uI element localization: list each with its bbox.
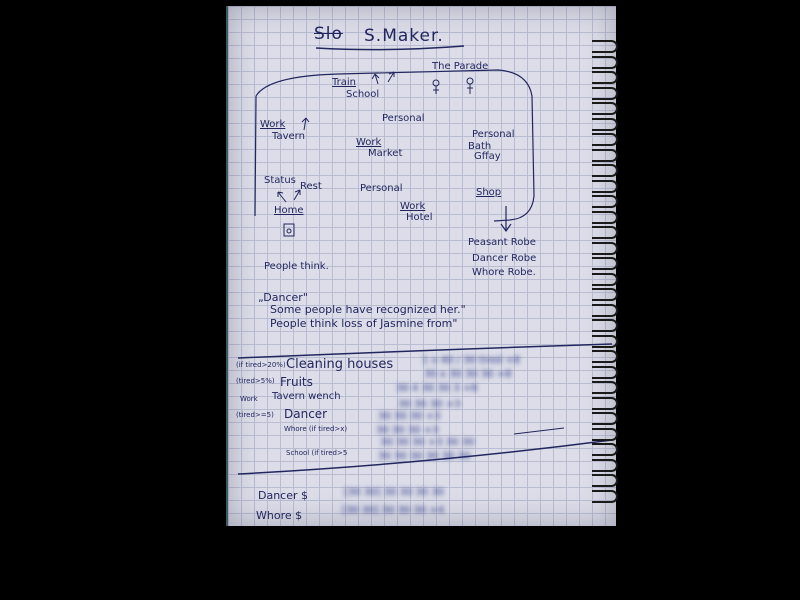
spiral-coil [592,195,618,208]
map-the-parade: The Parade [432,61,489,72]
earn-1-label: Cleaning houses [286,357,394,372]
spiral-coil [592,288,618,301]
map-shop: Shop [476,187,502,198]
map-bath-2: Gffay [474,151,501,162]
people-think: People think. [264,261,329,272]
map-school: School [346,89,380,100]
spiral-coil [592,397,618,410]
earn-3-condition: Work [240,395,258,403]
spiral-coil [592,428,618,441]
spiral-coil [592,71,618,84]
earn-1-condition: (if tired>20%) [236,361,286,369]
spiral-coil [592,226,618,239]
brace [514,428,564,434]
map-market-work: Work [356,137,382,148]
arrow-school-2 [388,72,394,82]
map-bath-personal: Personal [472,129,515,140]
map-hotel-work: Work [400,201,426,212]
spiral-coil [592,273,618,286]
earn-3-blurred: 30 30 30 +3 [398,399,461,410]
spiral-coil [592,412,618,425]
spiral-coil [592,180,618,193]
spiral-coil [592,40,618,53]
map-home: Home [274,205,304,216]
spiral-coil [592,133,618,146]
dancer-note-1: Some people have recognized her." [270,303,466,316]
map-rest: Rest [300,181,322,192]
down-arrow [501,206,511,231]
earn-2-label: Fruits [280,375,313,389]
map-bath: Bath [468,141,492,152]
bottom-dancer-blurred: [30 30] 30 30 30 30 [344,487,445,498]
spiral-coil [592,335,618,348]
map-tavern-work: Work [260,119,286,130]
map-tavern: Tavern [272,131,305,142]
title-underline [316,46,464,50]
earn-2-blurred: 30 4 30 30 3 +8 [396,383,478,394]
bottom-dancer: Dancer $ [258,489,309,502]
spiral-coil [592,443,618,456]
earn-5-label: Whore (if tired>x) [284,425,348,433]
map-train: Train [332,77,356,88]
spiral-coil [592,242,618,255]
dancer-note-2: People think loss of Jasmine from" [270,317,458,330]
robe-whore: Whore Robe. [472,267,536,278]
notebook-page [228,6,616,526]
spiral-coil [592,56,618,69]
earn-3-label: Tavern wench [272,391,341,402]
map-hotel: Hotel [406,212,433,223]
map-market: Market [368,148,403,159]
spiral-coil [592,257,618,270]
earn-5-blurred-2: 30 30 30 +3 30 30 [380,437,475,448]
arrow-tavern [302,118,309,130]
spiral-coil [592,319,618,332]
bottom-whore: Whore $ [256,509,303,522]
earn-4-condition: (tired>=5) [236,411,274,419]
earn-6-label: School (if tired>5 [286,449,348,457]
earn-2-condition: (tired>5%) [236,377,275,385]
spiral-coil [592,87,618,100]
spiral-coil [592,366,618,379]
spiral-coil [592,102,618,115]
page-title: S.Maker. [364,26,444,46]
arrow-status [278,192,286,202]
bottom-whore-blurred: [30 30] 30 30 30 +4 [342,505,445,516]
map-boundary [256,70,534,221]
earn-5-blurred: 30 30 30 +3 [376,425,439,436]
title-struck: Slo [314,24,343,44]
spiral-coil [592,381,618,394]
map-personal-2: Personal [360,183,403,194]
earn-1b-blurred: 30 x 30 30 30 +8 [424,369,512,380]
earn-1-blurred: 1 x 40 / 30 tired +8 [422,355,521,366]
spiral-coil [592,164,618,177]
robe-dancer: Dancer Robe [472,253,537,264]
spiral-coil [592,474,618,487]
map-boundary-left [255,96,256,216]
spiral-coil [592,149,618,162]
map-personal-1: Personal [382,113,425,124]
dancer-heading: „Dancer" [258,291,308,304]
arrow-school [372,74,379,84]
map-status: Status [264,175,296,186]
spiral-coil [592,350,618,363]
spiral-coil [592,490,618,503]
spiral-coil [592,459,618,472]
spiral-coil [592,304,618,317]
earn-4-blurred: 30 30 30 +3 [378,411,441,422]
earn-4-label: Dancer [284,407,328,421]
spiral-coil [592,211,618,224]
robe-peasant: Peasant Robe [468,237,536,248]
spiral-binding [592,40,622,510]
home-lock-sketch [284,224,294,236]
spiral-coil [592,118,618,131]
earn-6-blurred: 30 30 30 30 30 30 [378,451,471,462]
